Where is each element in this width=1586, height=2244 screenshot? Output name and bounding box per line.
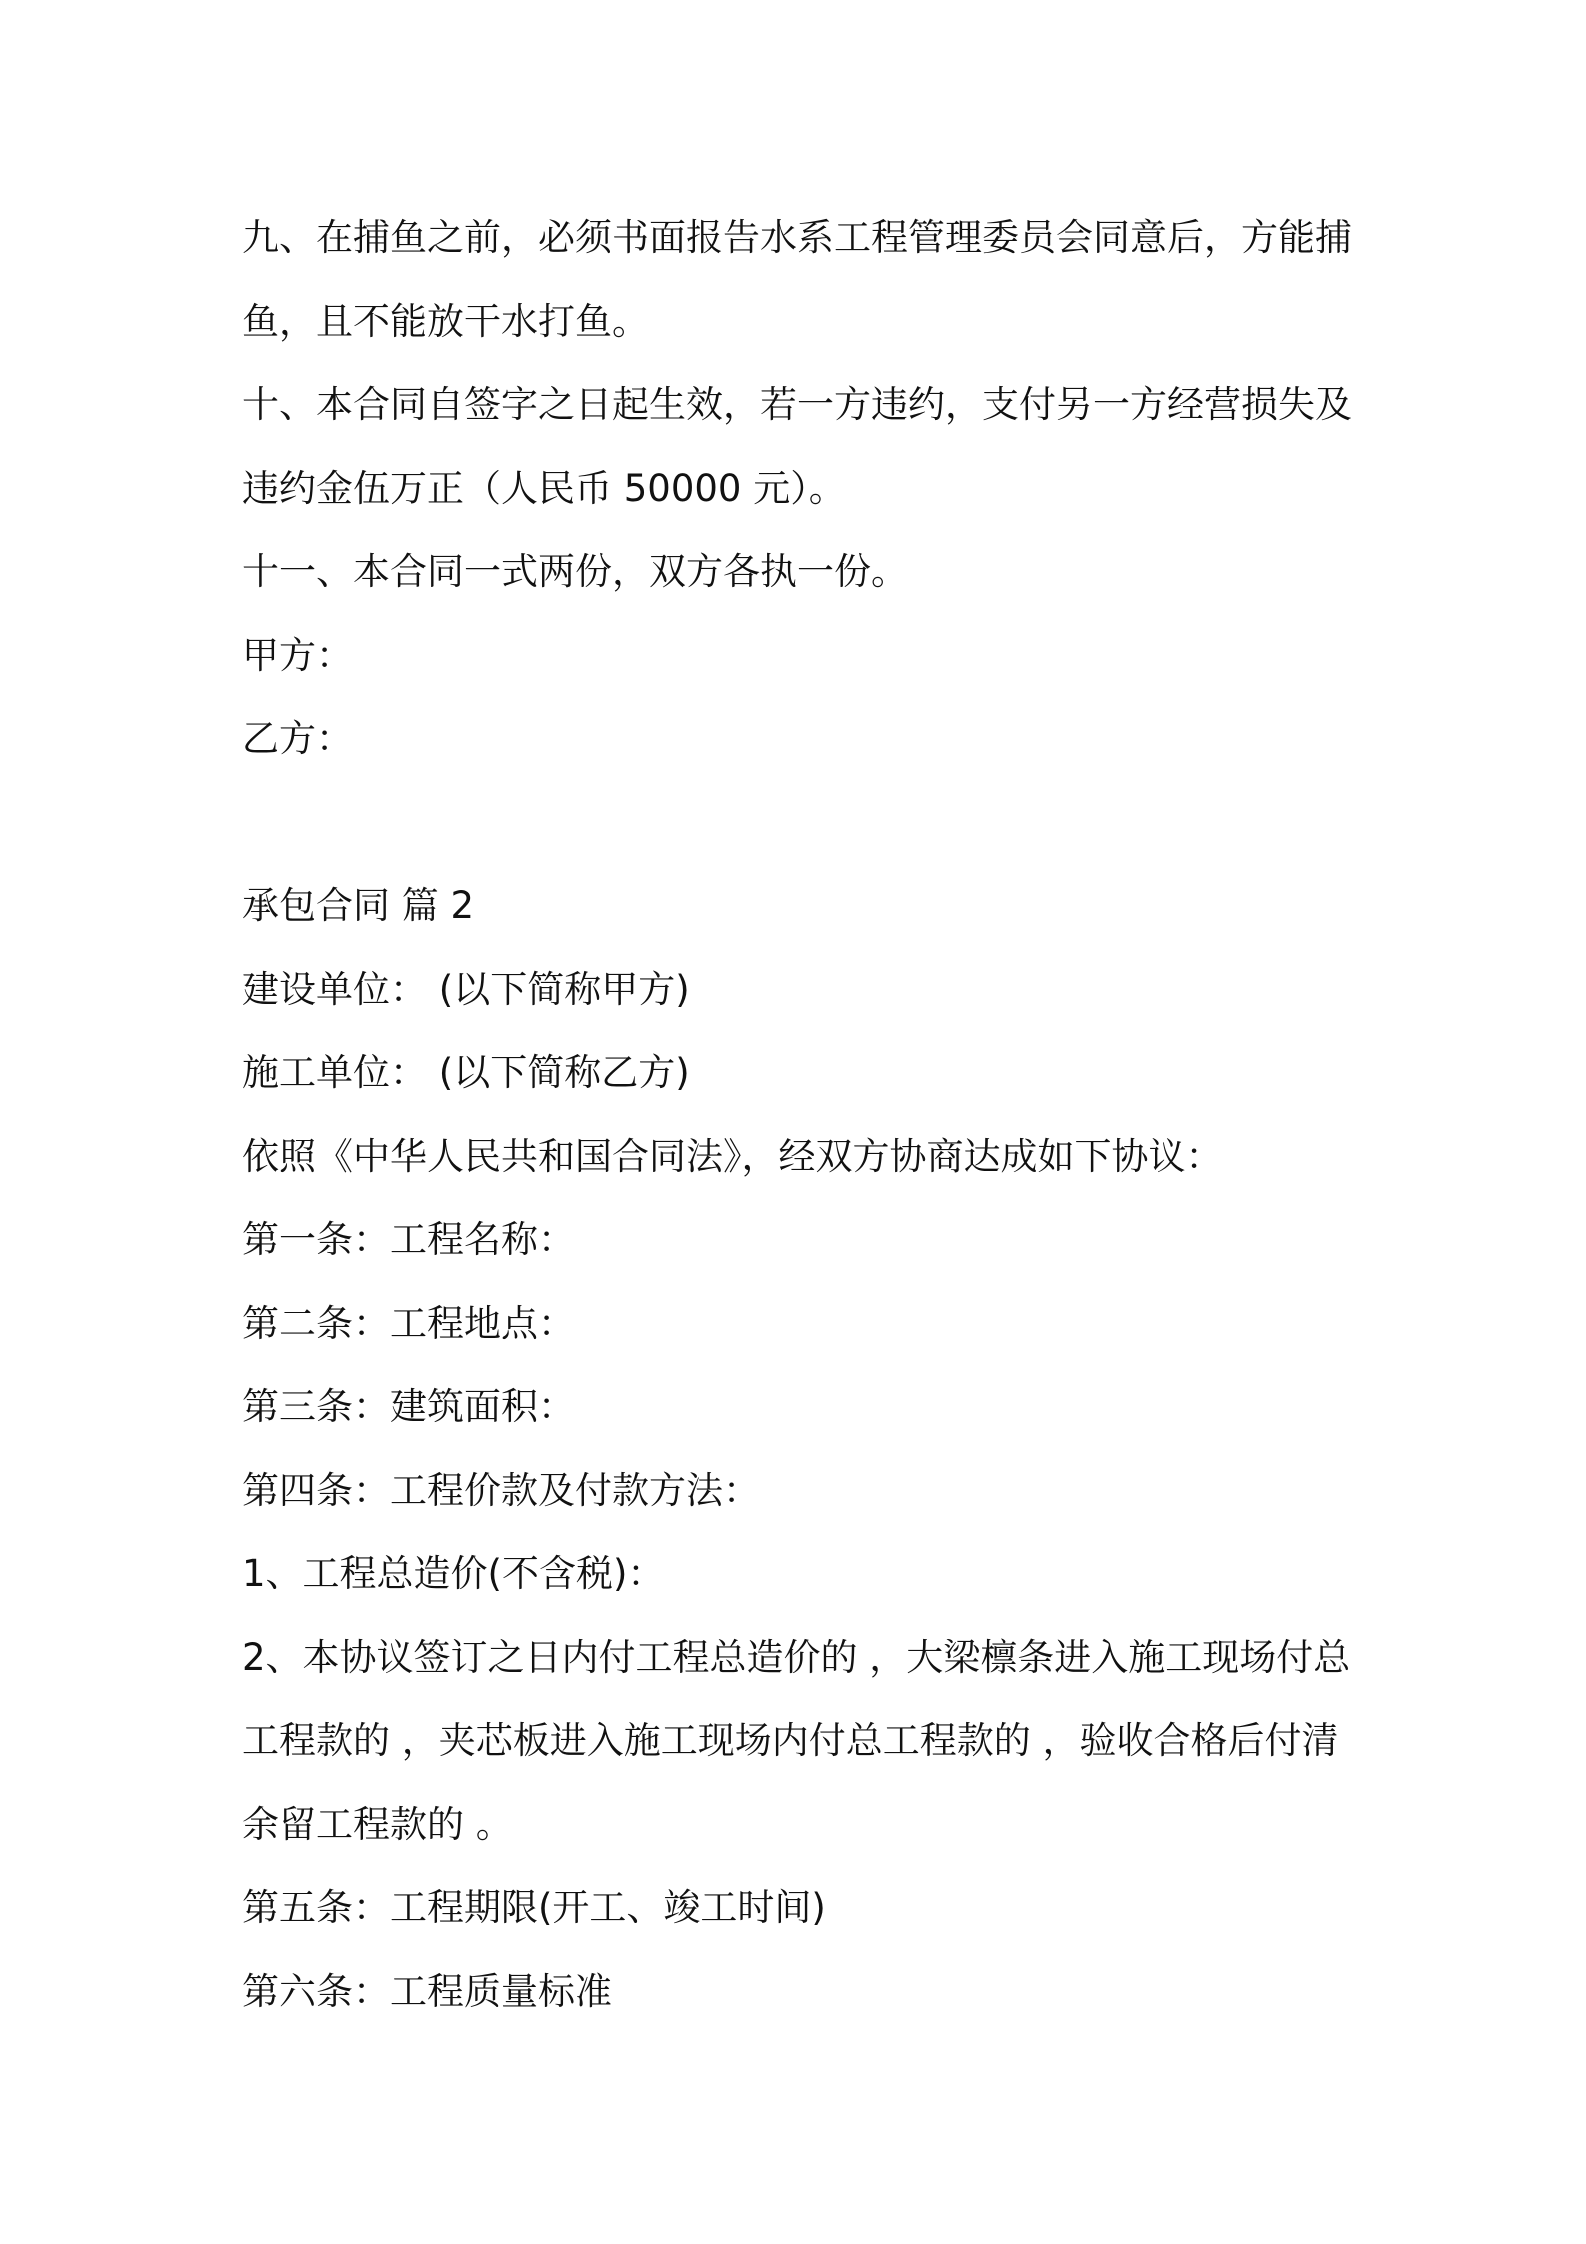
section-gap xyxy=(242,781,1362,865)
clause-11: 十一、本合同一式两份，双方各执一份。 xyxy=(242,550,908,593)
clause-10-line-1: 十、本合同自签字之日起生效，若一方违约，支付另一方经营损失及 xyxy=(242,383,1352,426)
construction-unit: 建设单位： (以下简称甲方) xyxy=(242,967,690,1011)
article-4-item-2-line-2: 工程款的 ，夹芯板进入施工现场内付总工程款的 ，验收合格后付清 xyxy=(242,1719,1339,1762)
section-title: 承包合同 篇 2 xyxy=(242,884,475,927)
article-4-item-1: 1、工程总造价(不含税)： xyxy=(242,1552,665,1595)
article-4-item-2-line-1: 2、本协议签订之日内付工程总造价的 ，大梁檩条进入施工现场付总 xyxy=(242,1635,1351,1679)
article-1: 第一条：工程名称： xyxy=(242,1218,575,1261)
clause-10-line-2: 违约金伍万正（人民币 50000 元）。 xyxy=(242,466,846,510)
article-2: 第二条：工程地点： xyxy=(242,1301,575,1345)
article-3: 第三条：建筑面积： xyxy=(242,1385,575,1428)
party-b-label: 乙方： xyxy=(242,717,353,760)
article-4: 第四条：工程价款及付款方法： xyxy=(242,1468,760,1512)
article-5: 第五条：工程期限(开工、竣工时间) xyxy=(242,1886,826,1929)
document-body xyxy=(242,196,1362,2033)
clause-9-line-1: 九、在捕鱼之前，必须书面报告水系工程管理委员会同意后，方能捕 xyxy=(242,216,1352,259)
article-4-item-2-line-3: 余留工程款的 。 xyxy=(242,1802,513,1846)
agreement-intro: 依照《中华人民共和国合同法》，经双方协商达成如下协议： xyxy=(242,1134,1223,1178)
clause-9-line-2: 鱼，且不能放干水打鱼。 xyxy=(242,299,649,343)
article-6: 第六条：工程质量标准 xyxy=(242,1969,612,2013)
contractor-unit: 施工单位： (以下简称乙方) xyxy=(242,1051,690,1094)
party-a-label: 甲方： xyxy=(242,633,353,677)
